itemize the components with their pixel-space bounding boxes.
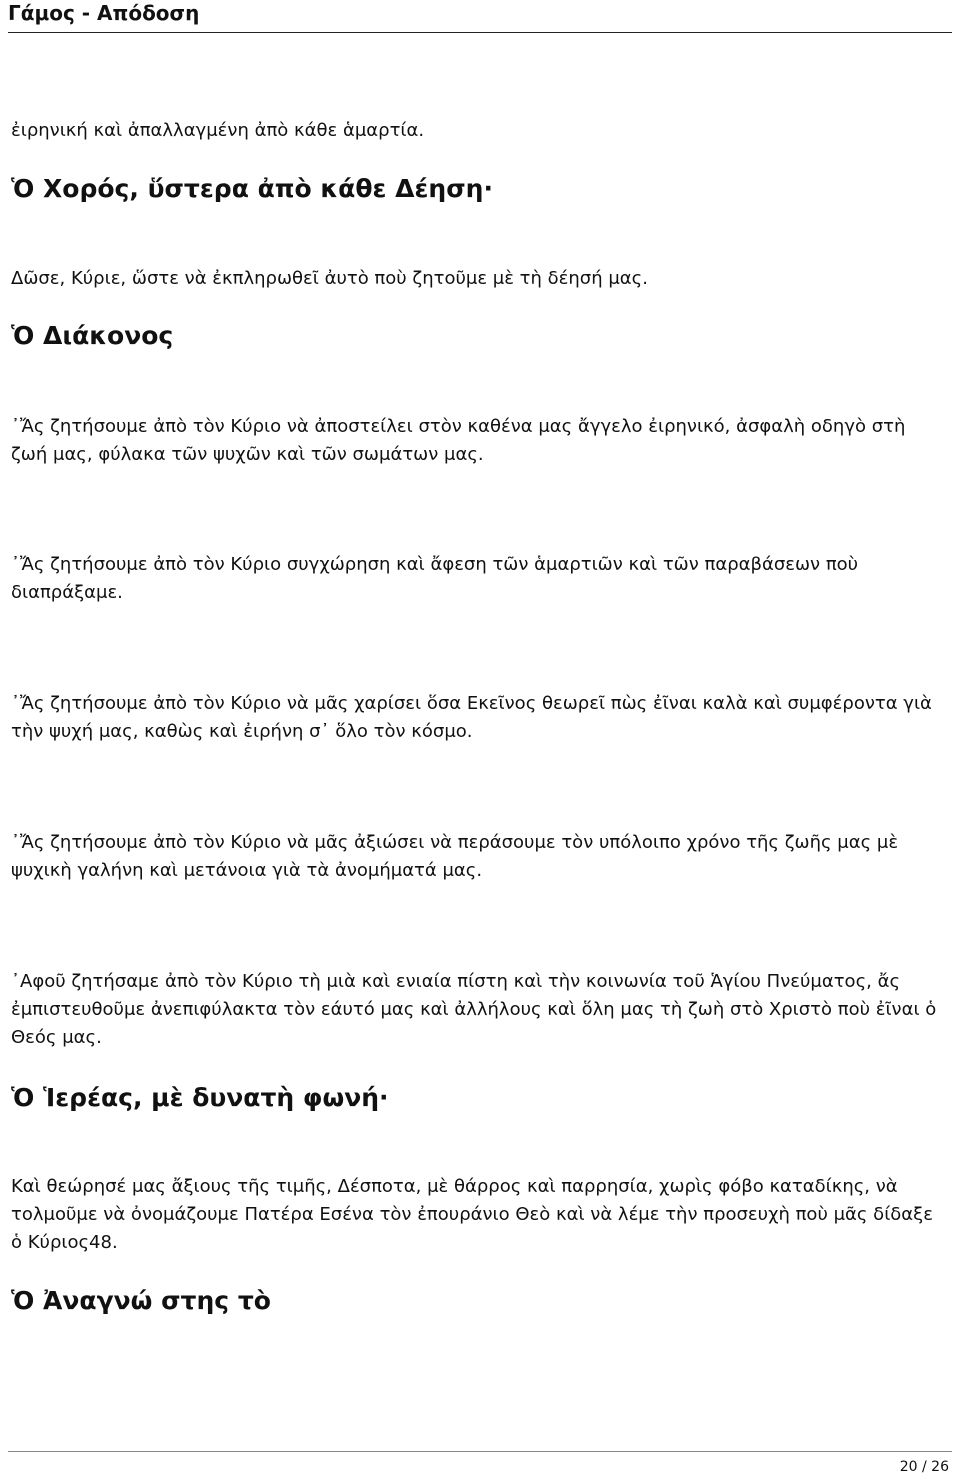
heading-choir: Ὁ Χορός, ὕστερα ἀπὸ κάθε Δέηση· xyxy=(11,174,493,203)
document-title: Γάμος - Απόδοση xyxy=(8,1,200,25)
heading-priest-aloud: Ὁ Ἱερέας, μὲ δυνατὴ φωνή· xyxy=(11,1083,389,1112)
paragraph-lords-prayer-intro: Καὶ θεώρησέ μας ἄξιους τῆς τιμῆς, Δέσποτα, μὲ θάρρος καὶ παρρησία, χωρὶς φόβο καταδίκης, νὰ τολμοῦμε νὰ ὀνομάζουμε Πατέρα Εσένα τὸν ἐπουράνιο Θεὸ καὶ νὰ λέμε τὴν προσευχὴ ποὺ μᾶς δίδαξε ὁ Κύριος48. xyxy=(11,1176,933,1253)
paragraph-petition-remaining-life: ᾿Ἄς ζητήσουμε ἀπὸ τὸν Κύριο νὰ μᾶς ἀξιώσει νὰ περάσουμε τὸν υπόλοιπο χρόνο τῆς ζωῆς μας μὲ ψυχικὴ γαλήνη καὶ μετάνοια γιὰ τὰ ἀνομήματά μας. xyxy=(11,832,899,881)
paragraph-petition-forgiveness: ᾿Ἄς ζητήσουμε ἀπὸ τὸν Κύριο συγχώρηση καὶ ἄφεση τῶν ἁμαρτιῶν καὶ τῶν παραβάσεων ποὺ διαπράξαμε. xyxy=(11,554,859,603)
paragraph-grant-lord: Δῶσε, Κύριε, ὥστε νὰ ἐκπληρωθεῖ ἀυτὸ ποὺ ζητοῦμε μὲ τὴ δέησή μας. xyxy=(11,268,648,289)
heading-deacon: Ὁ Διάκονος xyxy=(11,321,174,350)
footer-divider xyxy=(8,1451,952,1452)
paragraph-petition-angel: ᾿Ἄς ζητήσουμε ἀπὸ τὸν Κύριο νὰ ἀποστείλει στὸν καθένα μας ἄγγελο ἐιρηνικό, ἀσφαλὴ οδηγὸ στὴ ζωή μας, φύλακα τῶν ψυχῶν καὶ τῶν σωμάτων μας. xyxy=(11,416,906,465)
paragraph-peaceful: ἐιρηνική καὶ ἀπαλλαγμένη ἀπὸ κάθε ἁμαρτία. xyxy=(11,120,425,141)
paragraph-petition-good-things: ᾿Ἄς ζητήσουμε ἀπὸ τὸν Κύριο νὰ μᾶς χαρίσει ὅσα Εκεῖνος θεωρεῖ πὼς ἐῖναι καλὰ καὶ συμφέροντα γιὰ τὴν ψυχή μας, καθὼς καὶ ἐιρήνη σ᾿ ὅλο τὸν κόσμο. xyxy=(11,693,932,742)
paragraph-faith-unity: ᾿Αφοῦ ζητήσαμε ἀπὸ τὸν Κύριο τὴ μιὰ καὶ ενιαία πίστη καὶ τὴν κοινωνία τοῦ Ἁγίου Πνεύματος, ἄς ἐμπιστευθοῦμε ἀνεπιφύλακτα τὸν εάυτό μας καὶ ἀλλήλους καὶ ὅλη μας τὴ ζωὴ στὸ Χριστὸ ποὺ ἐῖναι ὁ Θεός μας. xyxy=(11,971,937,1048)
heading-reader: Ὁ Ἀναγνώ στης τὸ xyxy=(11,1286,271,1315)
page-number: 20 / 26 xyxy=(899,1459,949,1475)
header-divider xyxy=(8,32,952,33)
